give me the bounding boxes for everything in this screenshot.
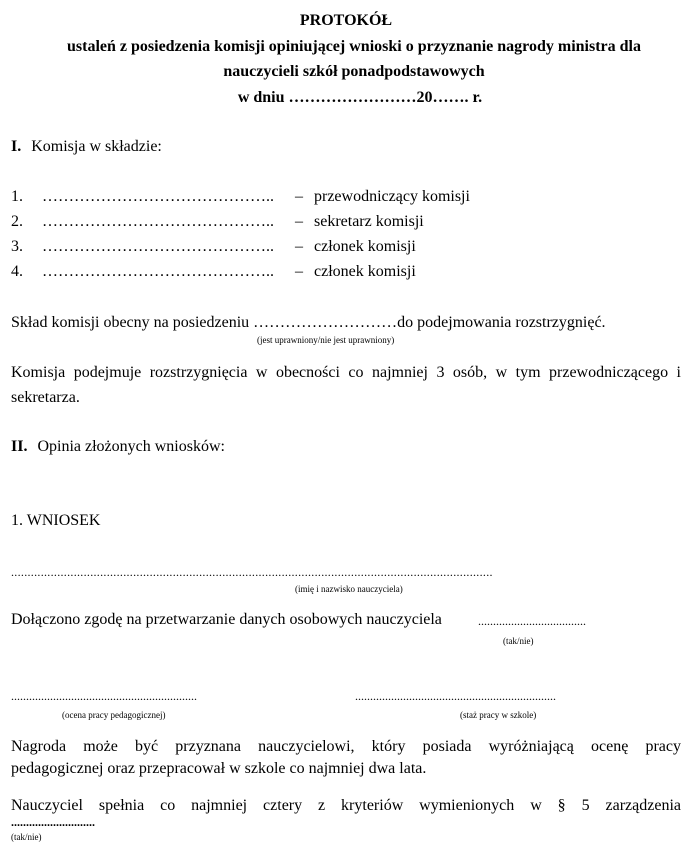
consent-blank: .................................... <box>478 614 586 628</box>
member-role: przewodniczący komisji <box>314 188 470 205</box>
member-role: członek komisji <box>314 263 416 280</box>
member-dash: – <box>295 213 303 230</box>
consent-note: (tak/nie) <box>503 636 534 646</box>
seniority-note: (staż pracy w szkole) <box>460 710 537 720</box>
title-line-1: ustaleń z posiedzenia komisji opiniującej wnioski o przyznanie nagrody ministra dla <box>67 38 641 55</box>
member-name-blank: …………………………………….. <box>42 263 274 280</box>
member-number: 4. <box>11 263 23 280</box>
section-2-title: Opinia złożonych wniosków: <box>37 438 225 455</box>
member-role: członek komisji <box>314 238 416 255</box>
date-line: w dniu ……………………20……. r. <box>237 89 483 106</box>
seniority-blank: ................................................................... <box>355 689 556 703</box>
member-dash: – <box>295 188 303 205</box>
quorum-text: Skład komisji obecny na posiedzeniu ………………………do podejmowania rozstrzygnięć. <box>11 314 606 331</box>
title-line-2: nauczycieli szkół ponadpodstawowych <box>223 63 485 80</box>
application-title: 1. WNIOSEK <box>11 512 101 529</box>
member-number: 3. <box>11 238 23 255</box>
section-1-heading <box>11 138 162 156</box>
decision-rule-line-1: Komisja podejmuje rozstrzygnięcia w obecności co najmniej 3 osób, w tym przewodniczącego i <box>11 364 681 381</box>
criteria-blank: ............................ <box>11 815 95 829</box>
member-name-blank: …………………………………….. <box>42 213 274 230</box>
section-1-title: Komisja w składzie: <box>31 138 162 155</box>
member-dash: – <box>295 238 303 255</box>
document-title: PROTOKÓŁ <box>299 12 393 29</box>
section-1-numeral: I. <box>11 138 22 155</box>
decision-rule-line-2: sekretarza. <box>11 389 80 406</box>
member-number: 2. <box>11 213 23 230</box>
rating-blank: .............................................................. <box>11 689 197 703</box>
award-condition-line-2: pedagogicznej oraz przepracował w szkole co najmniej dwa lata. <box>11 760 427 777</box>
criteria-line: Nauczyciel spełnia co najmniej cztery z kryteriów wymienionych w § 5 zarządzenia <box>11 797 681 814</box>
member-number: 1. <box>11 188 23 205</box>
member-row <box>11 188 23 206</box>
teacher-name-note: (imię i nazwisko nauczyciela) <box>295 584 403 594</box>
criteria-note: (tak/nie) <box>11 832 42 842</box>
member-name-blank: …………………………………….. <box>42 188 274 205</box>
teacher-name-blank: .................................................................................................................................................. <box>11 565 493 579</box>
section-2-numeral: II. <box>11 438 28 455</box>
rating-note: (ocena pracy pedagogicznej) <box>62 710 166 720</box>
member-role: sekretarz komisji <box>314 213 424 230</box>
member-name-blank: …………………………………….. <box>42 238 274 255</box>
award-condition-line-1: Nagroda może być przyznana nauczycielowi, który posiada wyróżniającą ocenę pracy <box>11 738 681 755</box>
consent-text: Dołączono zgodę na przetwarzanie danych osobowych nauczyciela <box>11 611 442 628</box>
section-2-heading <box>11 438 225 456</box>
quorum-note: (jest uprawniony/nie jest uprawniony) <box>257 335 395 345</box>
member-dash: – <box>295 263 303 280</box>
